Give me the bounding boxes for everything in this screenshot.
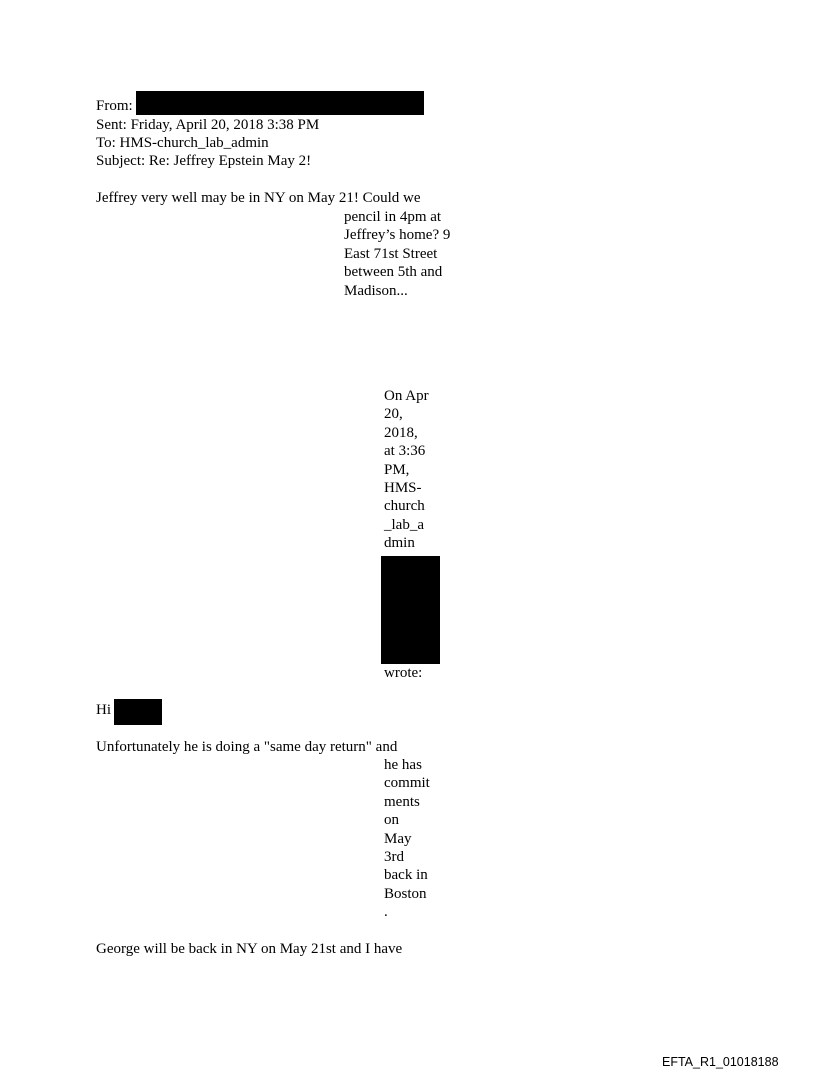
quote-intro-line: church [384,498,425,515]
quote-intro-line: PM, [384,461,410,478]
quote-intro-line: 20, [384,406,403,423]
paragraph2-line: commit [384,775,430,792]
paragraph2-line: May [384,830,412,847]
quote-intro-line: HMS- [384,480,422,497]
subject-line: Subject: Re: Jeffrey Epstein May 2! [96,153,312,169]
paragraph2-line: . [384,904,388,921]
quote-intro-line: dmin [384,535,415,552]
quote-intro-line: at 3:36 [384,443,426,460]
quote-intro-column [384,387,429,553]
quote-intro-line: On Apr [384,388,429,404]
quote-intro-line: 2018, [384,424,418,441]
paragraph2-line: 3rd [384,849,404,866]
paragraph1-line: Madison... [344,282,408,299]
paragraph1-line: Jeffrey’s home? 9 [344,227,451,244]
document-id: EFTA_R1_01018188 [662,1055,779,1069]
paragraph1-line: pencil in 4pm at [344,209,442,225]
redaction-box-email [381,556,440,664]
paragraph2-column [384,756,430,922]
paragraph2-first-line: Unfortunately he is doing a "same day return" and [96,739,398,755]
quote-wrote: wrote: [384,665,423,681]
paragraph2-line: on [384,812,399,829]
paragraph2-line: Boston [384,885,427,902]
from-label: From: [96,98,133,114]
paragraph1-column [344,208,450,300]
quote-intro-line: _lab_a [384,516,424,533]
to-line: To: HMS-church_lab_admin [96,135,269,151]
greeting: Hi [96,702,111,718]
redaction-box-sender [136,91,424,115]
paragraph1-line: East 71st Street [344,245,438,262]
paragraph2-line: ments [384,793,420,810]
paragraph2-line: back in [384,867,428,884]
redaction-box-name [114,699,162,725]
paragraph1-line: between 5th and [344,264,443,281]
sent-line: Sent: Friday, April 20, 2018 3:38 PM [96,117,320,133]
paragraph1-first-line: Jeffrey very well may be in NY on May 21! Could we [96,190,421,206]
paragraph3: George will be back in NY on May 21st and I have [96,941,403,957]
paragraph2-line: he has [384,757,422,773]
